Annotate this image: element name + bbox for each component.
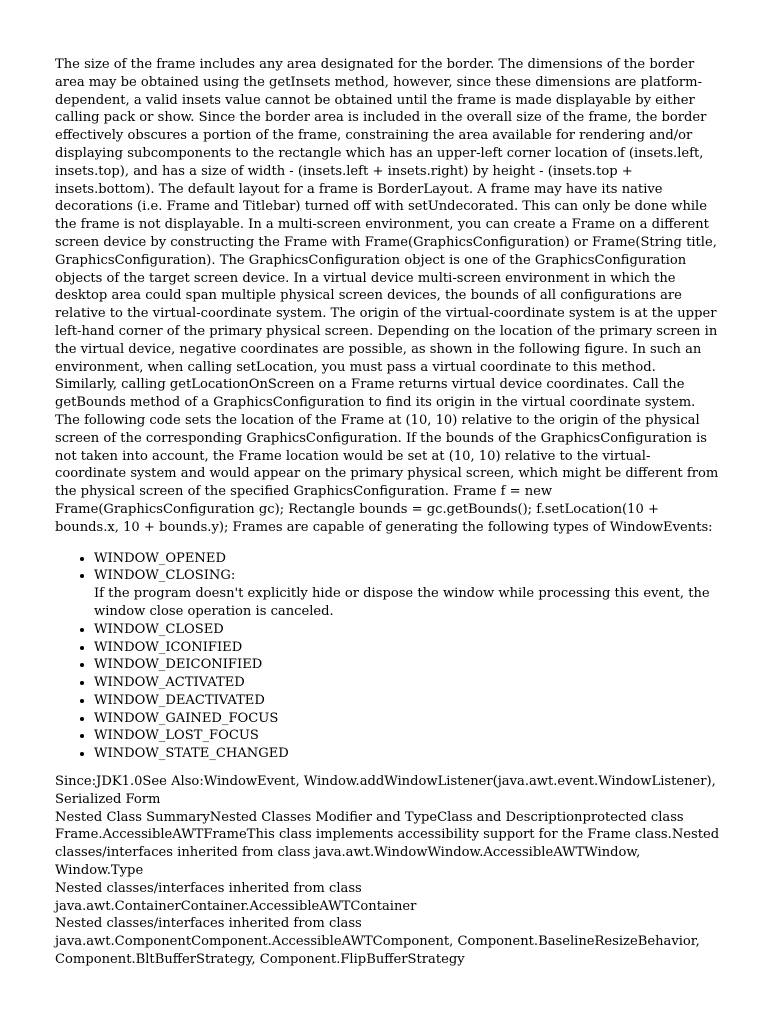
- list-item: [94, 674, 720, 692]
- event-name: WINDOW_ACTIVATED: [94, 675, 245, 691]
- list-item: [94, 550, 720, 568]
- container-inherited-classes: Nested classes/interfaces inherited from class java.awt.ContainerContainer.AccessibleAWTContainer: [55, 880, 417, 914]
- intro-paragraph: The size of the frame includes any area designated for the border. The dimensions of the border area may be obtained using the getInsets method, however, since these dimensions are platform-dependent, a valid insets value cannot be obtained until the frame is made displayable by either calling pack or show. Since the border area is included in the overall size of the frame, the border effectively obscures a portion of the frame, constraining the area available for rendering and/or displaying subcomponents to the rectangle which has an upper-left corner location of (insets.left, insets.top), and has a size of width - (insets.left + insets.right) by height - (insets.top + insets.bottom). The default layout for a frame is BorderLayout. A frame may have its native decorations (i.e. Frame and Titlebar) turned off with setUndecorated. This can only be done while the frame is not displayable. In a multi-screen environment, you can create a Frame on a different screen device by constructing the Frame with Frame(GraphicsConfiguration) or Frame(String title, GraphicsConfiguration). The GraphicsConfiguration object is one of the GraphicsConfiguration objects of the target screen device. In a virtual device multi-screen environment in which the desktop area could span multiple physical screen devices, the bounds of all configurations are relative to the virtual-coordinate system. The origin of the virtual-coordinate system is at the upper left-hand corner of the primary physical screen. Depending on the location of the primary screen in the virtual device, negative coordinates are possible, as shown in the following figure. In such an environment, when calling setLocation, you must pass a virtual coordinate to this method. Similarly, calling getLocationOnScreen on a Frame returns virtual device coordinates. Call the getBounds method of a GraphicsConfiguration to find its origin in the virtual coordinate system. The following code sets the location of the Frame at (10, 10) relative to the origin of the physical screen of the corresponding GraphicsConfiguration. If the bounds of the GraphicsConfiguration is not taken into account, the Frame location would be set at (10, 10) relative to the virtual-coordinate system and would appear on the primary physical screen, which might be different from the physical screen of the specified GraphicsConfiguration. Frame f = new Frame(GraphicsConfiguration gc); Rectangle bounds = gc.getBounds(); f.setLocation(10 + bounds.x, 10 + bounds.y); Frames are capable of generating the following types of WindowEvents:: [55, 57, 719, 535]
- list-item: [94, 567, 720, 620]
- list-item: [94, 621, 720, 639]
- event-name: WINDOW_GAINED_FOCUS: [94, 710, 279, 726]
- event-name: WINDOW_STATE_CHANGED: [94, 746, 289, 762]
- event-name: WINDOW_OPENED: [94, 550, 226, 566]
- list-item: [94, 727, 720, 745]
- event-name: WINDOW_LOST_FOCUS: [94, 728, 259, 744]
- event-name: WINDOW_ICONIFIED: [94, 639, 243, 655]
- list-item: [94, 692, 720, 710]
- component-inherited-classes: Nested classes/interfaces inherited from class java.awt.ComponentComponent.AccessibleAWTComponent, Component.BaselineResizeBehavior, Component.BltBufferStrategy, Component.FlipBufferStrategy: [55, 916, 700, 968]
- list-item: [94, 639, 720, 657]
- event-description: If the program doesn't explicitly hide or dispose the window while processing this event, the window close operation is canceled.: [94, 586, 710, 619]
- event-name: WINDOW_DEACTIVATED: [94, 692, 265, 708]
- event-name: WINDOW_CLOSING:: [94, 568, 236, 584]
- list-item: [94, 745, 720, 763]
- nested-class-summary: Nested Class SummaryNested Classes Modifier and TypeClass and Descriptionprotected class Frame.AccessibleAWTFrameThis class implements accessibility support for the Frame class.Nested classes/interfaces inherited from class java.awt.WindowWindow.AccessibleAWTWindow, Window.Type: [55, 809, 720, 879]
- list-item: [94, 710, 720, 728]
- event-name: WINDOW_DEICONIFIED: [94, 657, 263, 673]
- list-item: [94, 656, 720, 674]
- since-see-also-line: Since:JDK1.0See Also:WindowEvent, Window.addWindowListener(java.awt.event.WindowListener), Serialized Form: [55, 774, 716, 807]
- window-events-list: [55, 550, 720, 764]
- event-name: WINDOW_CLOSED: [94, 621, 224, 637]
